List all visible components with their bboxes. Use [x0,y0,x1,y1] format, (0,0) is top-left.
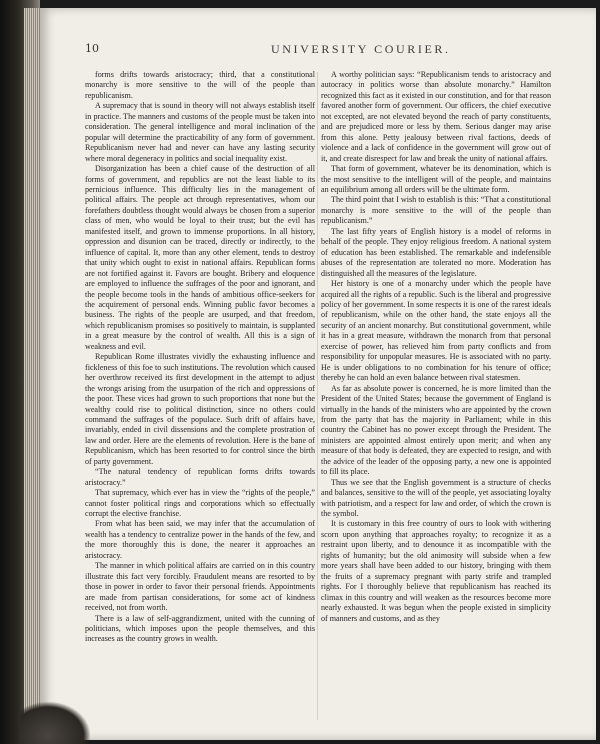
right-column [321,70,551,624]
paragraph: From what has been said, we may infer that the accumulation of wealth has a tendency to centralize power in the hands of the few, and the more thoroughly this is done, the nearer it approaches an aristocracy. [85,519,315,560]
paragraph: Thus we see that the English government is a structure of checks and balances, sensitive to the will of the people, yet associating loyalty with patriotism, and a respect for law and order, of which the crown is the symbol. [321,477,551,519]
document-page [40,8,596,740]
paragraph: It is customary in this free country of ours to look with withering scorn upon anything that approaches royalty; to recognize it as a restraint upon liberty, and to denounce it as incompatible with the rights of humanity; but the old animosity will subside when a few more years shall have been added to our history, bringing with them the fruits of a supremacy pregnant with party strife and trampled rights. For I thoroughly believe that republicanism has reached its climax in this country and will weaken as the resources become more nearly exhausted. It was begun when the people existed in simplicity of manners and customs, and as they [321,519,551,623]
paragraph: Republican Rome illustrates vividly the exhausting influence and fickleness of this foe to such institutions. The revolution which caused her overthrow received its first development in the attempt to adjust the wrongs arising from the usurpation of the rich and oppressions of the poor. These vices had grown to such proportions that none but the wealthy could rise to political distinction, since no others could command the suffrages of the populace. Such drift of affairs have, invariably, ended in civil dissensions and the complete prostration of law and order. Here are the elements of revolution. Here is the bane of Republicanism, which has been resorted to for control since the birth of party government. [85,352,315,466]
paragraph: A supremacy that is sound in theory will not always establish itself in practice. The manners and customs of the people must be taken into consideration. The general intelligence and moral inclination of the popular will determine the practicability of any form of government. Republicanism never had and never can have any lasting security where moral degeneracy in politics and social inequality exist. [85,101,315,163]
page-edges [24,8,40,740]
page-header [85,42,578,58]
paragraph: A worthy politician says: “Republicanism tends to aristocracy and autocracy in politics worse than absolute monarchy.” Hamilton recognized this fact as it existed in our constitution, and for that reason favored another form of government. Our officers, the chief executive not excepted, are not elevated beyond the reach of party constituents, and are prejudiced more or less by them. Serious danger may arise from this alone. Petty jealousy between rival factions, deeds of violence and a lack of confidence in the government will grow out of it, and create disrespect for law and break the unity of national affairs. [321,70,551,163]
paragraph: That supremacy, which ever has in view the “rights of the people,” cannot foster political rings and corporations which so effectually corrupt the elective franchise. [85,488,315,519]
paragraph: There is a law of self-aggrandizment, united with the cunning of politicians, which imposes upon the people themselves, and this increases as the country grows in wealth. [85,613,315,644]
paragraph: The last fifty years of English history is a model of reforms in behalf of the people. They enjoy religious freedom. A national system of education has been established. The remarkable and indefensible abuses of the representation are tolerated no more. Moderation has distinguished all the measures of the legislature. [321,226,551,278]
paragraph: The third point that I wish to establish is this: “That a constitutional monarchy is more sensitive to the will of the people than republicanism.” [321,195,551,226]
paragraph: As far as absolute power is concerned, he is more limited than the President of the United States; because the government of England is virtually in the hands of the ministers who are appointed by the crown from the party that has the majority in Parliament; while in this country the Cabinet has no power except through the President. The ministers are appointed almost entirely upon merit; and when any measure of that body is defeated, they are expected to resign, and with the advice of the leader of the opposing party, a new one is appointed to fill its place. [321,383,551,477]
paragraph: The manner in which political affairs are carried on in this country illustrate this fact very forcibly. Fraudulent means are resorted to by those in power in order to favor their personal friends. Appointments are made from partisan considerations, for some act of kindness received, not from worth. [85,561,315,613]
thumb-shadow [20,702,90,744]
paragraph: Disorganization has been a chief cause of the destruction of all forms of government, and republics are not the least liable to its pernicious influence. This difficulty lies in the management of political affairs. The people act through representatives, whom our forefathers doubtless thought would always be chosen from a superior class of men, who would be loyal to their trust; but the evil has manifested itself, and grown to immense proportions. In all history, oppression and disunion can be traced, directly or indirectly, to the influence of capital. It, more than any other element, tends to destroy that unity which ought to exist in national affairs. Republican forms are not fortified against it. Favors are bought. Bribery and eloquence are employed to influence the suffrages of the poor and ignorant, and the people become tools in the hands of ambitious office-seekers for the acquirement of personal ends. Winning public favor becomes a business. The rights of the people are usurped, and that freedom, which republicanism promises so positively to maintain, is supplanted in a great measure by the control of wealth. All this is a sign of weakness and evil. [85,164,315,351]
left-column [85,70,315,645]
running-head: UNIVERSITY COURIER. [271,42,451,56]
page-number: 10 [85,42,99,55]
paragraph: “The natural tendency of republican forms drifts towards aristocracy.” [85,467,315,487]
paragraph: forms drifts towards aristocracy; third, that a constitutional monarchy is more sensitive to the will of the people than republicanism. [85,70,315,100]
paragraph: Her history is one of a monarchy under which the people have acquired all the rights of a republic. Such is the liberal and progressive policy of her government. In some respects it is one of the rarest ideals of republicanism, while on the other hand, the state enjoys all the security of an ancient monarchy. But constitutional government, while it has in a great measure, withdrawn the monarch from that personal exercise of power, has relieved him from party conflicts and from responsibility for unpopular measures. He is associated with no party. He is under obligations to no combination for his tenure of office; thereby he can hold an even balance between rival statesmen. [321,279,551,383]
column-divider [317,72,318,720]
paragraph: That form of government, whatever be its denomination, which is the most sensitive to the intelligent will of the people, and maintains an equilibrium among all orders will be the ultimate form. [321,164,551,194]
